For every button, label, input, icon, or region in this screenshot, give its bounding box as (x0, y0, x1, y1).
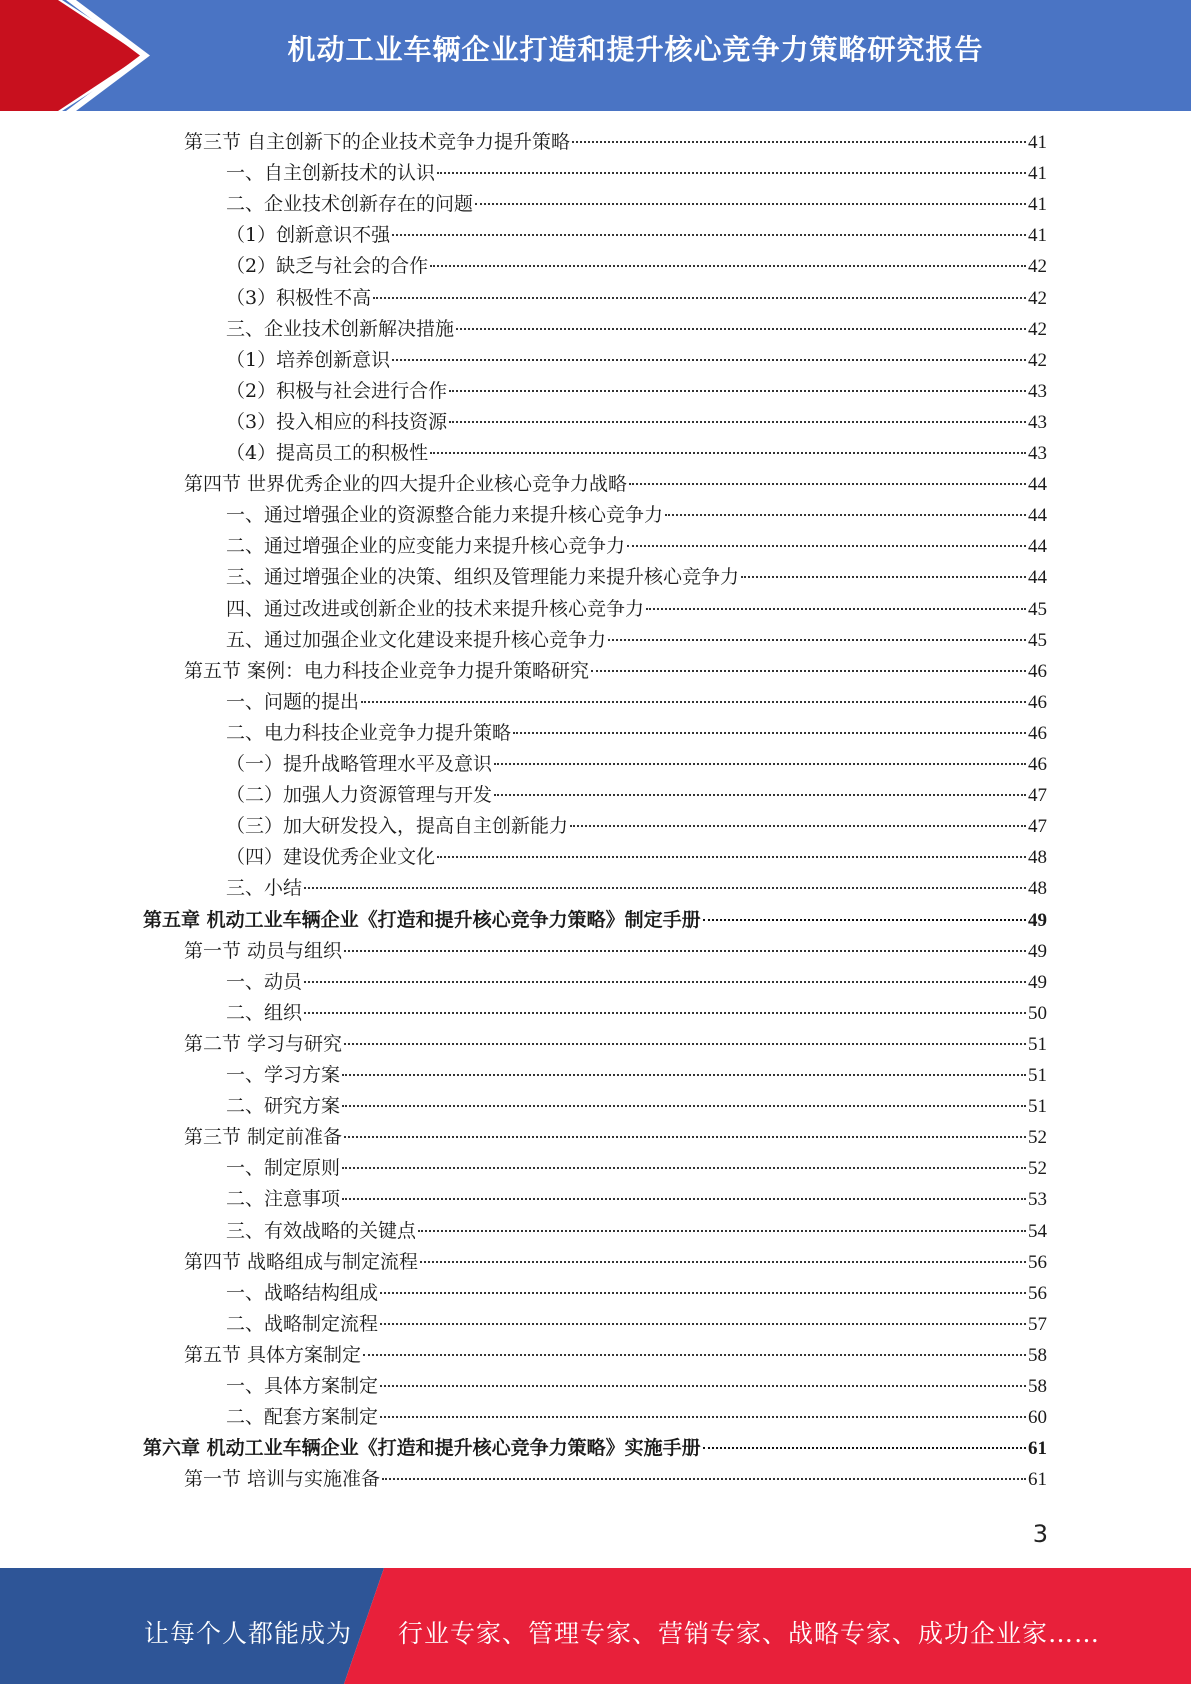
toc-entry-title: （1）创新意识不强 (226, 224, 391, 247)
toc-page-number: 46 (1028, 754, 1047, 775)
toc-page-number: 56 (1028, 1251, 1047, 1273)
toc-page-number: 61 (1028, 1469, 1047, 1491)
toc-page-number: 47 (1028, 816, 1047, 838)
toc-page-number: 50 (1028, 1002, 1047, 1024)
toc-entry-title: 四、通过改进或创新企业的技术来提升核心竞争力 (226, 597, 645, 620)
toc-page-number: 57 (1028, 1313, 1047, 1335)
toc-entry-title: 一、学习方案 (226, 1064, 341, 1086)
toc-page-number: 51 (1028, 1096, 1047, 1118)
toc-dot-leader (449, 421, 1026, 423)
toc-section-entry[interactable] (184, 1340, 1047, 1371)
toc-dot-leader (380, 1292, 1026, 1294)
toc-subsection-entry[interactable] (226, 314, 1047, 345)
toc-entry-title: 第三节 制定前准备 (184, 1126, 343, 1149)
toc-dot-leader (494, 794, 1026, 796)
toc-entry-title: 二、注意事项 (226, 1188, 341, 1211)
toc-section-entry[interactable] (184, 1029, 1047, 1060)
toc-entry-title: 第一节 动员与组织 (184, 939, 343, 962)
toc-subsection-entry[interactable] (226, 500, 1047, 531)
toc-subsection-entry[interactable] (226, 345, 1047, 376)
toc-page-number: 49 (1028, 971, 1047, 993)
toc-dot-leader (741, 576, 1026, 578)
toc-section-entry[interactable] (184, 936, 1047, 967)
toc-page-number: 44 (1028, 505, 1047, 527)
toc-page-number: 45 (1028, 598, 1047, 620)
toc-entry-title: 一、通过增强企业的资源整合能力来提升核心竞争力 (226, 504, 664, 527)
toc-page-number: 48 (1028, 878, 1047, 900)
toc-entry-title: （1）培养创新意识 (226, 348, 391, 371)
toc-page-number: 51 (1028, 1033, 1047, 1055)
toc-chapter-entry[interactable] (143, 1433, 1047, 1464)
toc-dot-leader (703, 919, 1026, 921)
toc-subsection-entry[interactable] (226, 220, 1047, 251)
toc-entry-title: 一、自主创新技术的认识 (226, 162, 436, 185)
toc-entry-title: 三、有效战略的关键点 (226, 1219, 417, 1242)
toc-page-number: 46 (1028, 660, 1047, 682)
toc-dot-leader (382, 1478, 1026, 1480)
toc-entry-title: 五、通过加强企业文化建设来提升核心竞争力 (226, 628, 607, 651)
toc-page-number: 41 (1028, 132, 1047, 153)
toc-page-number: 58 (1028, 1344, 1047, 1366)
toc-page-number: 51 (1028, 1065, 1047, 1086)
toc-dot-leader (342, 1167, 1026, 1169)
toc-dot-leader (304, 1012, 1026, 1014)
toc-dot-leader (380, 1385, 1026, 1387)
toc-entry-title: 第六章 机动工业车辆企业《打造和提升核心竞争力策略》实施手册 (143, 1437, 701, 1460)
toc-entry-title: 第四节 战略组成与制定流程 (184, 1250, 419, 1273)
toc-dot-leader (665, 514, 1026, 516)
footer-slogan-left: 让每个人都能成为 (144, 1619, 353, 1648)
toc-dot-leader (449, 390, 1026, 392)
toc-entry-title: （四）建设优秀企业文化 (226, 846, 436, 869)
toc-dot-leader (344, 1043, 1026, 1045)
toc-dot-leader (570, 825, 1026, 827)
toc-entry-title: （二）加强人力资源管理与开发 (226, 784, 493, 807)
toc-subsection-entry[interactable] (226, 718, 1047, 749)
toc-page-number: 48 (1028, 847, 1047, 869)
toc-dot-leader (380, 1323, 1026, 1325)
toc-page-number: 41 (1028, 163, 1047, 185)
toc-entry-title: （3）投入相应的科技资源 (226, 410, 448, 433)
toc-subsection-entry[interactable] (226, 1153, 1047, 1184)
toc-subsection-entry[interactable] (226, 1402, 1047, 1433)
toc-dot-leader (304, 887, 1026, 889)
toc-subsection-entry[interactable] (226, 1060, 1047, 1091)
toc-page-number: 45 (1028, 629, 1047, 651)
toc-dot-leader (304, 981, 1026, 983)
toc-subsection-entry[interactable] (226, 189, 1047, 220)
toc-page-number: 60 (1028, 1407, 1047, 1429)
toc-subsection-entry[interactable] (226, 998, 1047, 1029)
toc-entry-title: 三、企业技术创新解决措施 (226, 317, 455, 340)
toc-entry-title: 第五节 具体方案制定 (184, 1343, 362, 1366)
toc-page-number: 42 (1028, 287, 1047, 309)
toc-subsection-entry[interactable] (226, 873, 1047, 904)
toc-subsection-entry[interactable] (226, 780, 1047, 811)
toc-dot-leader (344, 950, 1026, 952)
toc-entry-title: （4）提高员工的积极性 (226, 442, 429, 464)
toc-page-number: 58 (1028, 1376, 1047, 1397)
toc-page-number: 49 (1028, 940, 1047, 962)
toc-subsection-entry[interactable] (226, 1278, 1047, 1309)
toc-dot-leader (494, 763, 1026, 765)
toc-entry-title: （3）积极性不高 (226, 286, 372, 309)
toc-dot-leader (703, 1447, 1026, 1449)
toc-subsection-entry[interactable] (226, 967, 1047, 998)
toc-entry-title: 第三节 自主创新下的企业技术竞争力提升策略 (184, 131, 571, 153)
toc-chapter-entry[interactable] (143, 905, 1047, 936)
toc-entry-title: 一、具体方案制定 (226, 1375, 379, 1397)
toc-page-number: 61 (1028, 1438, 1047, 1460)
toc-section-entry[interactable] (184, 656, 1047, 687)
toc-subsection-entry[interactable] (226, 594, 1047, 625)
toc-page-number: 42 (1028, 318, 1047, 340)
toc-dot-leader (361, 701, 1026, 703)
toc-subsection-entry[interactable] (226, 562, 1047, 593)
toc-dot-leader (373, 297, 1026, 299)
toc-section-entry[interactable] (184, 469, 1047, 500)
toc-entry-title: 第四节 世界优秀企业的四大提升企业核心竞争力战略 (184, 473, 628, 496)
toc-subsection-entry[interactable] (226, 687, 1047, 718)
toc-subsection-entry[interactable] (226, 1309, 1047, 1340)
toc-subsection-entry[interactable] (226, 438, 1047, 469)
toc-entry-title: 第二节 学习与研究 (184, 1032, 343, 1055)
toc-entry-title: （2）积极与社会进行合作 (226, 379, 448, 402)
toc-dot-leader (572, 141, 1026, 143)
toc-subsection-entry[interactable] (226, 625, 1047, 656)
toc-page-number: 43 (1028, 443, 1047, 464)
toc-section-entry[interactable] (184, 1464, 1047, 1495)
toc-page-number: 46 (1028, 691, 1047, 713)
toc-dot-leader (437, 856, 1026, 858)
toc-dot-leader (363, 1354, 1026, 1356)
toc-page-number: 44 (1028, 536, 1047, 558)
toc-page-number: 47 (1028, 785, 1047, 807)
toc-entry-title: 二、战略制定流程 (226, 1312, 379, 1335)
toc-subsection-entry[interactable] (226, 1184, 1047, 1215)
toc-dot-leader (344, 1136, 1026, 1138)
toc-entry-title: 第一节 培训与实施准备 (184, 1468, 381, 1491)
toc-subsection-entry[interactable] (226, 811, 1047, 842)
toc-dot-leader (456, 328, 1026, 330)
toc-section-entry[interactable] (184, 1122, 1047, 1153)
toc-section-entry[interactable] (184, 127, 1047, 158)
toc-entry-title: 二、组织 (226, 1001, 303, 1024)
toc-page-number: 49 (1028, 909, 1047, 931)
toc-page-number: 54 (1028, 1220, 1047, 1242)
toc-entry-title: 二、企业技术创新存在的问题 (226, 193, 474, 216)
toc-subsection-entry[interactable] (226, 251, 1047, 282)
toc-entry-title: 一、动员 (226, 970, 303, 993)
toc-subsection-entry[interactable] (226, 158, 1047, 189)
toc-page-number: 44 (1028, 474, 1047, 496)
footer-slogan-right: 行业专家、管理专家、营销专家、战略专家、成功企业家…… (398, 1619, 1101, 1648)
toc-dot-leader (418, 1230, 1026, 1232)
toc-dot-leader (430, 265, 1026, 267)
toc-dot-leader (513, 732, 1026, 734)
toc-entry-title: （2）缺乏与社会的合作 (226, 255, 429, 278)
toc-dot-leader (342, 1074, 1026, 1076)
toc-subsection-entry[interactable] (226, 1216, 1047, 1247)
toc-dot-leader (392, 359, 1026, 361)
toc-dot-leader (629, 483, 1026, 485)
toc-dot-leader (420, 1261, 1026, 1263)
toc-entry-title: （三）加大研发投入，提高自主创新能力 (226, 815, 569, 838)
toc-entry-title: （一）提升战略管理水平及意识 (226, 753, 493, 775)
toc-entry-title: 二、电力科技企业竞争力提升策略 (226, 721, 512, 744)
toc-section-entry[interactable] (184, 1247, 1047, 1278)
toc-page-number: 42 (1028, 349, 1047, 371)
page-footer (0, 1568, 1191, 1684)
document-title: 机动工业车辆企业打造和提升核心竞争力策略研究报告 (287, 33, 984, 66)
toc-entry-title: 二、配套方案制定 (226, 1406, 379, 1429)
toc-subsection-entry[interactable] (226, 1091, 1047, 1122)
toc-subsection-entry[interactable] (226, 283, 1047, 314)
toc-page-number: 52 (1028, 1158, 1047, 1180)
toc-page-number: 42 (1028, 256, 1047, 278)
page-header (0, 0, 1191, 111)
toc-dot-leader (380, 1416, 1026, 1418)
page-number: 3 (1032, 1520, 1048, 1548)
toc-entry-title: 二、通过增强企业的应变能力来提升核心竞争力 (226, 535, 626, 558)
toc-page-number: 44 (1028, 567, 1047, 589)
toc-subsection-entry[interactable] (226, 407, 1047, 438)
toc-entry-title: 一、战略结构组成 (226, 1281, 379, 1304)
toc-dot-leader (627, 545, 1026, 547)
toc-entry-title: 三、通过增强企业的决策、组织及管理能力来提升核心竞争力 (226, 566, 740, 589)
toc-dot-leader (608, 639, 1026, 641)
toc-dot-leader (430, 452, 1026, 454)
toc-entry-title: 第五节 案例：电力科技企业竞争力提升策略研究 (184, 659, 590, 682)
toc-dot-leader (392, 234, 1026, 236)
toc-page-number: 41 (1028, 225, 1047, 247)
toc-page-number: 52 (1028, 1127, 1047, 1149)
toc-page-number: 53 (1028, 1189, 1047, 1211)
toc-subsection-entry[interactable] (226, 1371, 1047, 1402)
toc-subsection-entry[interactable] (226, 749, 1047, 780)
toc-dot-leader (437, 172, 1026, 174)
toc-entry-title: 二、研究方案 (226, 1095, 341, 1118)
toc-page-number: 41 (1028, 194, 1047, 216)
toc-subsection-entry[interactable] (226, 376, 1047, 407)
toc-dot-leader (342, 1198, 1026, 1200)
toc-page-number: 46 (1028, 722, 1047, 744)
toc-dot-leader (591, 670, 1026, 672)
toc-dot-leader (646, 608, 1026, 610)
toc-dot-leader (475, 203, 1026, 205)
toc-entry-title: 第五章 机动工业车辆企业《打造和提升核心竞争力策略》制定手册 (143, 908, 701, 931)
toc-dot-leader (342, 1105, 1026, 1107)
toc-subsection-entry[interactable] (226, 842, 1047, 873)
toc-entry-title: 一、问题的提出 (226, 690, 360, 713)
toc-entry-title: 一、制定原则 (226, 1157, 341, 1180)
toc-page-number: 43 (1028, 380, 1047, 402)
toc-entry-title: 三、小结 (226, 877, 303, 900)
toc-page-number: 56 (1028, 1282, 1047, 1304)
toc-page-number: 43 (1028, 411, 1047, 433)
toc-subsection-entry[interactable] (226, 531, 1047, 562)
